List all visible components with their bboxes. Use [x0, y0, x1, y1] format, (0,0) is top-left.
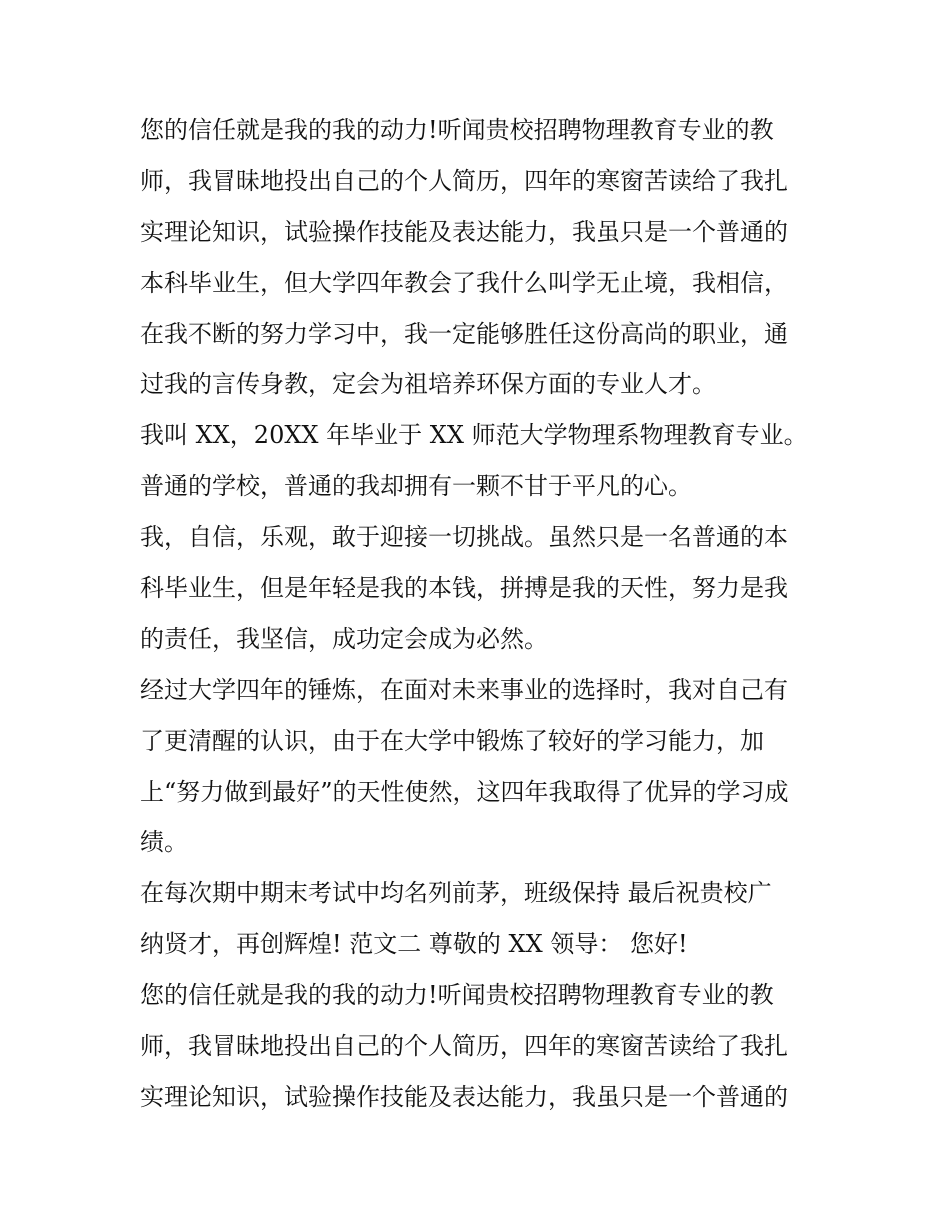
text-line: 普通的学校，普通的我却拥有一颗不甘于平凡的心。 — [140, 472, 692, 501]
text-line: 实理论知识，试验操作技能及表达能力，我虽只是一个普通的 — [140, 1082, 788, 1111]
text-line: 科毕业生，但是年轻是我的本钱，拼搏是我的天性，努力是我 — [140, 574, 788, 603]
text-line: 我，自信，乐观，敢于迎接一切挑战。虽然只是一名普通的本 — [140, 523, 788, 552]
text-line: 本科毕业生，但大学四年教会了我什么叫学无止境，我相信， — [140, 268, 788, 297]
text-line: 在每次期中期末考试中均名列前茅，班级保持 最后祝贵校广 — [140, 879, 772, 908]
text-line: 您的信任就是我的我的动力!听闻贵校招聘物理教育专业的教 — [140, 116, 774, 144]
text-line: 过我的言传身教，定会为祖培养环保方面的专业人才。 — [140, 370, 716, 399]
text-line: 绩。 — [140, 828, 188, 857]
text-line: 师，我冒昧地投出自己的个人简历，四年的寒窗苦读给了我扎 — [140, 1032, 788, 1061]
text-line: 师，我冒昧地投出自己的个人简历，四年的寒窗苦读给了我扎 — [140, 166, 788, 195]
text-line: 纳贤才，再创辉煌! 范文二 尊敬的 XX 领导： 您好! — [140, 930, 688, 959]
text-line: 在我不断的努力学习中，我一定能够胜任这份高尚的职业，通 — [140, 319, 788, 348]
body-text — [140, 105, 820, 1123]
text-line: 经过大学四年的锤炼，在面对未来事业的选择时，我对自己有 — [140, 675, 788, 704]
text-line: 了更清醒的认识，由于在大学中锻炼了较好的学习能力，加 — [140, 726, 764, 755]
text-line: 的责任，我坚信，成功定会成为必然。 — [140, 624, 548, 653]
text-line: 我叫 XX，20XX 年毕业于 XX 师范大学物理系物理教育专业。 — [140, 421, 808, 450]
text-line: 上“努力做到最好”的天性使然，这四年我取得了优异的学习成 — [140, 777, 789, 806]
text-line: 您的信任就是我的我的动力!听闻贵校招聘物理教育专业的教 — [140, 981, 774, 1010]
text-line: 实理论知识，试验操作技能及表达能力，我虽只是一个普通的 — [140, 217, 788, 246]
